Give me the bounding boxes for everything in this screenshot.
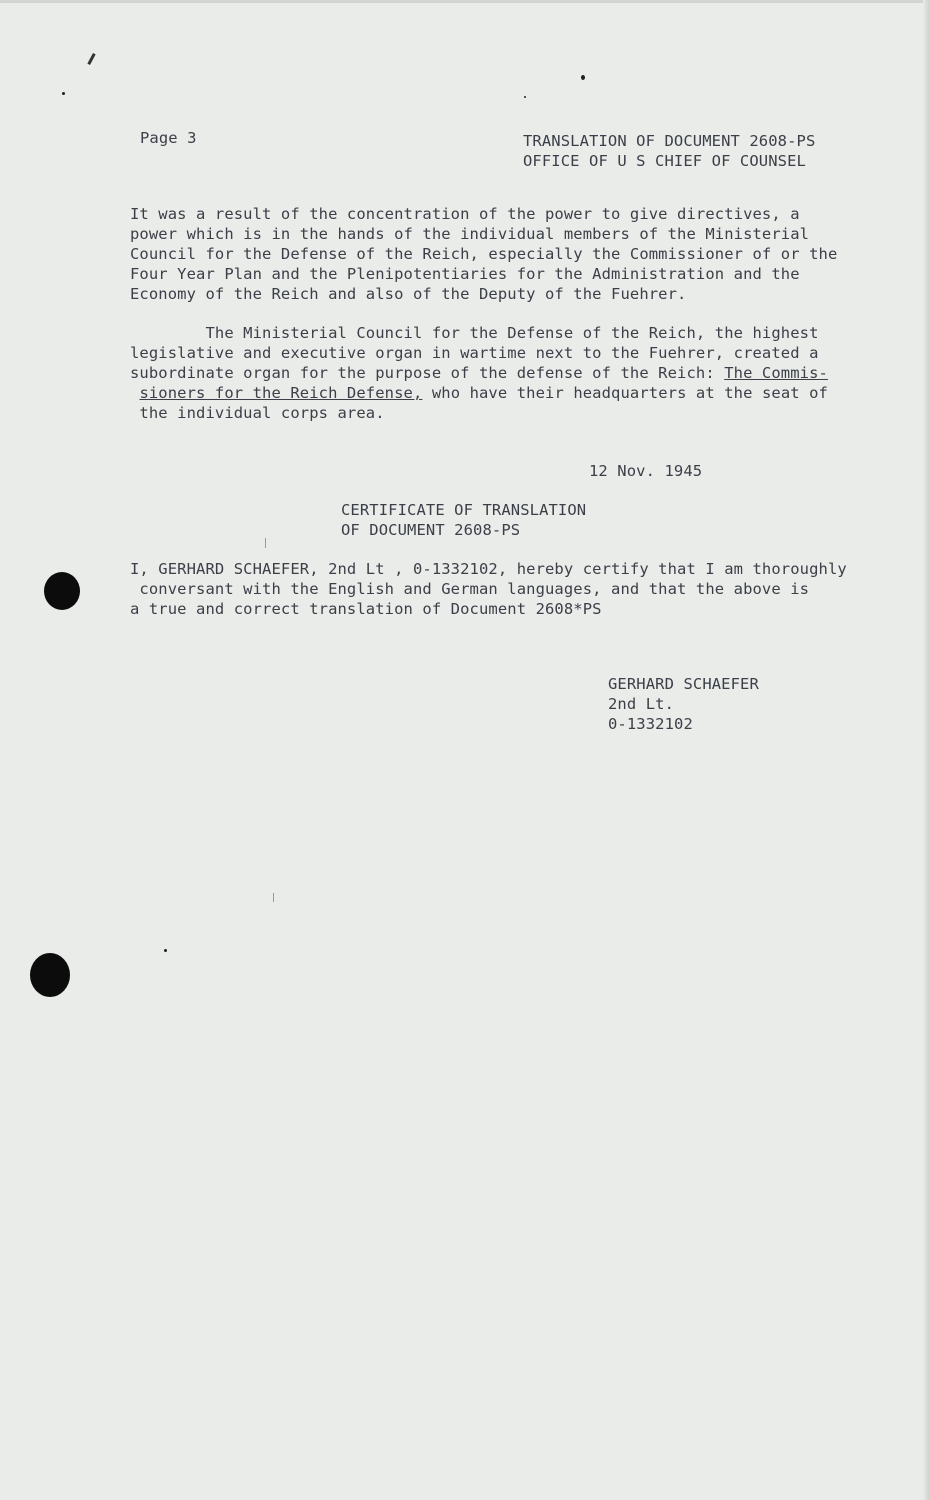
- ink-mark: [273, 893, 274, 902]
- ink-speck: [524, 96, 526, 98]
- page-top-edge: [0, 0, 929, 3]
- ink-speck: [62, 92, 65, 95]
- signatory-serial: 0-1332102: [608, 715, 693, 733]
- signatory-name: GERHARD SCHAEFER: [608, 675, 759, 693]
- signature-block: [608, 674, 759, 734]
- punch-hole-upper: [44, 572, 80, 610]
- body-paragraph-1: It was a result of the concentration of the power to give directives, a power which is in the hands of the individual members of the Ministerial Council for the Defense of the Reich, especially the Commissioner of or the Four Year Plan and the Plenipotentiaries for the Administration and the Economy of the Reich and also of the Deputy of the Fuehrer.: [130, 205, 838, 303]
- underlined-term-part-2: sioners for the Reich Defense,: [139, 384, 423, 402]
- paragraph-2-text-start: The Ministerial Council for the Defense of the Reich, the highest legislative and executive organ in wartime next to the Fuehrer, created a subordinate organ for the purpose of the defense of the Reich:: [130, 324, 819, 382]
- document-title: TRANSLATION OF DOCUMENT 2608-PS: [523, 132, 816, 150]
- ink-speck: [164, 949, 167, 952]
- underlined-term-part-1: The Commis-: [724, 364, 828, 382]
- document-date: 12 Nov. 1945: [589, 462, 703, 480]
- certificate-text: I, GERHARD SCHAEFER, 2nd Lt , 0-1332102, hereby certify that I am thoroughly conversant with the English and German languages, and that the above is a true and correct translation of Document 2608*PS: [130, 560, 847, 618]
- ink-speck: [581, 75, 585, 80]
- punch-hole-lower: [30, 953, 70, 997]
- certificate-title: CERTIFICATE OF TRANSLATION OF DOCUMENT 2608-PS: [341, 501, 587, 539]
- body-paragraph-2: [130, 323, 850, 423]
- ink-mark: [87, 53, 95, 65]
- page-right-edge: [923, 0, 929, 1500]
- signatory-rank: 2nd Lt.: [608, 695, 675, 713]
- page-number: Page 3: [140, 129, 197, 147]
- paragraph-2-text-end: who have their headquarters at the seat of the individual corps area.: [139, 384, 828, 422]
- ink-mark: [265, 538, 266, 548]
- document-office: OFFICE OF U S CHIEF OF COUNSEL: [523, 152, 806, 170]
- document-header: [523, 131, 815, 171]
